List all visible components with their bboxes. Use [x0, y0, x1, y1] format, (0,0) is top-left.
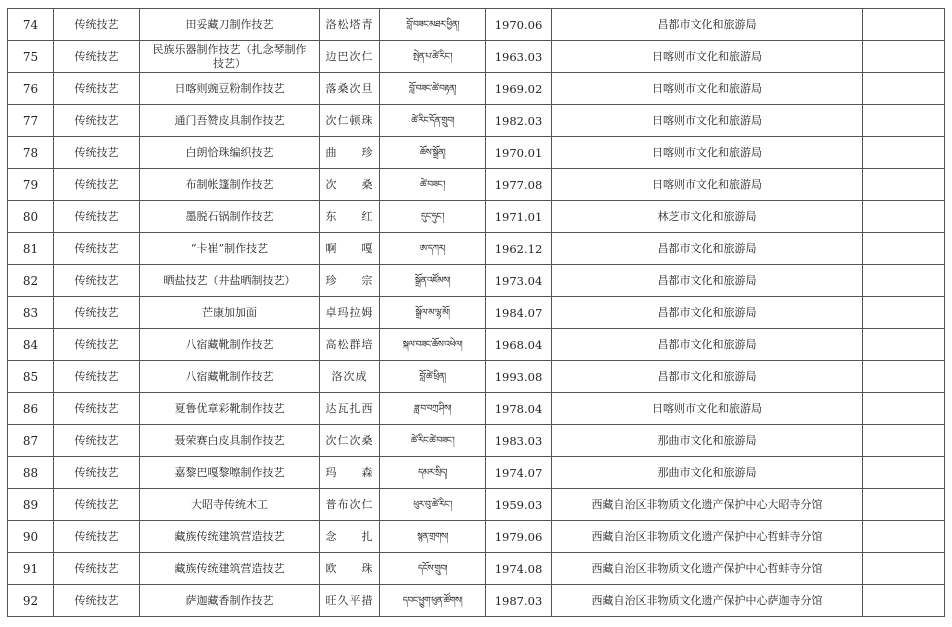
- craft-name-cell: 藏族传统建筑营造技艺: [140, 521, 320, 553]
- table-row: [8, 393, 945, 425]
- craft-name-cell: 八宿藏靴制作技艺: [140, 361, 320, 393]
- craft-name-cell: 通门吾赞皮具制作技艺: [140, 105, 320, 137]
- inheritor-name-cell: 高松群培: [320, 329, 380, 361]
- birth-date-cell: 1993.08: [486, 361, 552, 393]
- recommending-unit-cell: 林芝市文化和旅游局: [552, 201, 863, 233]
- inheritor-name-cell: 边巴次仁: [320, 41, 380, 73]
- remark-cell: [863, 137, 945, 169]
- birth-date-cell: 1968.04: [486, 329, 552, 361]
- tibetan-name-cell: སྙན་གྲགས།: [380, 521, 486, 553]
- birth-date-cell: 1970.01: [486, 137, 552, 169]
- birth-date-cell: 1979.06: [486, 521, 552, 553]
- remark-cell: [863, 585, 945, 617]
- row-number: 75: [8, 41, 54, 73]
- inheritor-name-cell: 次仁次桑: [320, 425, 380, 457]
- remark-cell: [863, 169, 945, 201]
- birth-date-cell: 1974.08: [486, 553, 552, 585]
- inheritor-name-cell: 曲 珍: [320, 137, 380, 169]
- remark-cell: [863, 489, 945, 521]
- table-row: [8, 233, 945, 265]
- category-cell: 传统技艺: [54, 297, 140, 329]
- inheritor-name-cell: 珍 宗: [320, 265, 380, 297]
- row-number: 86: [8, 393, 54, 425]
- table-row: [8, 137, 945, 169]
- inheritor-name-cell: 旺久平措: [320, 585, 380, 617]
- category-cell: 传统技艺: [54, 361, 140, 393]
- craft-name-cell: 聂荣赛白皮具制作技艺: [140, 425, 320, 457]
- remark-cell: [863, 521, 945, 553]
- tibetan-name-cell: སྒྲོན་འཛོམས།: [380, 265, 486, 297]
- tibetan-name-cell: དམར་སྲིད།: [380, 457, 486, 489]
- category-cell: 传统技艺: [54, 105, 140, 137]
- recommending-unit-cell: 那曲市文化和旅游局: [552, 457, 863, 489]
- row-number: 88: [8, 457, 54, 489]
- recommending-unit-cell: 昌都市文化和旅游局: [552, 9, 863, 41]
- craft-name-cell: 日喀则豌豆粉制作技艺: [140, 73, 320, 105]
- recommending-unit-cell: 西藏自治区非物质文化遗产保护中心大昭寺分馆: [552, 489, 863, 521]
- category-cell: 传统技艺: [54, 425, 140, 457]
- birth-date-cell: 1971.01: [486, 201, 552, 233]
- recommending-unit-cell: 日喀则市文化和旅游局: [552, 393, 863, 425]
- category-cell: 传统技艺: [54, 521, 140, 553]
- craft-name-cell: 藏族传统建筑营造技艺: [140, 553, 320, 585]
- inheritor-name-cell: 次 桑: [320, 169, 380, 201]
- birth-date-cell: 1984.07: [486, 297, 552, 329]
- craft-name-cell: 墨脱石锅制作技艺: [140, 201, 320, 233]
- category-cell: 传统技艺: [54, 553, 140, 585]
- craft-name-cell: 白朗恰珠编织技艺: [140, 137, 320, 169]
- tibetan-name-cell: བློ་ཚེ་ཕྲིན།: [380, 361, 486, 393]
- craft-name-cell: 嘉黎巴嘎黎嚓制作技艺: [140, 457, 320, 489]
- tibetan-name-cell: ཟླ་བ་བཀྲ་ཤིས།: [380, 393, 486, 425]
- remark-cell: [863, 553, 945, 585]
- category-cell: 传统技艺: [54, 265, 140, 297]
- remark-cell: [863, 297, 945, 329]
- birth-date-cell: 1978.04: [486, 393, 552, 425]
- birth-date-cell: 1983.03: [486, 425, 552, 457]
- inheritor-name-cell: 卓玛拉姆: [320, 297, 380, 329]
- table-row: [8, 329, 945, 361]
- category-cell: 传统技艺: [54, 41, 140, 73]
- inheritor-name-cell: 洛松塔青: [320, 9, 380, 41]
- remark-cell: [863, 265, 945, 297]
- recommending-unit-cell: 昌都市文化和旅游局: [552, 233, 863, 265]
- table-row: [8, 585, 945, 617]
- tibetan-name-cell: སྒྲོལ་མ་ལྷ་མོ།: [380, 297, 486, 329]
- craft-name-cell: 芒康加加面: [140, 297, 320, 329]
- row-number: 80: [8, 201, 54, 233]
- table-row: [8, 553, 945, 585]
- inheritor-table: [7, 8, 945, 617]
- inheritor-name-cell: 次仁顿珠: [320, 105, 380, 137]
- craft-name-cell: 晒盐技艺（井盐晒制技艺）: [140, 265, 320, 297]
- tibetan-name-cell: དུང་ཧུང་།: [380, 201, 486, 233]
- craft-name-cell: 民族乐器制作技艺（扎念琴制作技艺）: [140, 41, 320, 73]
- inheritor-name-cell: 达瓦扎西: [320, 393, 380, 425]
- craft-name-cell: 八宿藏靴制作技艺: [140, 329, 320, 361]
- birth-date-cell: 1970.06: [486, 9, 552, 41]
- tibetan-name-cell: ཕུར་བུ་ཚེ་རིང་།: [380, 489, 486, 521]
- category-cell: 传统技艺: [54, 201, 140, 233]
- craft-name-cell: 夏鲁优章彩靴制作技艺: [140, 393, 320, 425]
- row-number: 87: [8, 425, 54, 457]
- row-number: 74: [8, 9, 54, 41]
- row-number: 76: [8, 73, 54, 105]
- craft-name-cell: “卡崔”制作技艺: [140, 233, 320, 265]
- tibetan-name-cell: བློ་བཟང་མཐར་ཕྱིན།: [380, 9, 486, 41]
- row-number: 92: [8, 585, 54, 617]
- birth-date-cell: 1973.04: [486, 265, 552, 297]
- row-number: 79: [8, 169, 54, 201]
- category-cell: 传统技艺: [54, 457, 140, 489]
- row-number: 89: [8, 489, 54, 521]
- birth-date-cell: 1977.08: [486, 169, 552, 201]
- remark-cell: [863, 233, 945, 265]
- craft-name-cell: 田妥藏刀制作技艺: [140, 9, 320, 41]
- craft-name-cell: 大昭寺传统木工: [140, 489, 320, 521]
- remark-cell: [863, 9, 945, 41]
- remark-cell: [863, 425, 945, 457]
- category-cell: 传统技艺: [54, 393, 140, 425]
- birth-date-cell: 1974.07: [486, 457, 552, 489]
- tibetan-name-cell: སྐལ་བཟང་ཆོས་འཕེལ།: [380, 329, 486, 361]
- category-cell: 传统技艺: [54, 329, 140, 361]
- tibetan-name-cell: དངོས་གྲུབ།: [380, 553, 486, 585]
- recommending-unit-cell: 日喀则市文化和旅游局: [552, 105, 863, 137]
- tibetan-name-cell: ཆོས་སྒྲོན།: [380, 137, 486, 169]
- row-number: 81: [8, 233, 54, 265]
- inheritor-name-cell: 啊 嘎: [320, 233, 380, 265]
- remark-cell: [863, 329, 945, 361]
- inheritor-name-cell: 落桑次旦: [320, 73, 380, 105]
- tibetan-name-cell: ཨ་དཀར།: [380, 233, 486, 265]
- recommending-unit-cell: 昌都市文化和旅游局: [552, 297, 863, 329]
- tibetan-name-cell: ཚེ་བཟང་།: [380, 169, 486, 201]
- recommending-unit-cell: 昌都市文化和旅游局: [552, 329, 863, 361]
- row-number: 77: [8, 105, 54, 137]
- table-row: [8, 521, 945, 553]
- table-row: [8, 489, 945, 521]
- craft-name-cell: 布制帐篷制作技艺: [140, 169, 320, 201]
- tibetan-name-cell: དབང་ཕྱུག་ཕུན་ཚོགས།: [380, 585, 486, 617]
- birth-date-cell: 1959.03: [486, 489, 552, 521]
- recommending-unit-cell: 日喀则市文化和旅游局: [552, 169, 863, 201]
- category-cell: 传统技艺: [54, 489, 140, 521]
- table-body: [8, 9, 945, 617]
- tibetan-name-cell: ཚེ་རིང་ཚེ་བཟང་།: [380, 425, 486, 457]
- recommending-unit-cell: 日喀则市文化和旅游局: [552, 73, 863, 105]
- recommending-unit-cell: 西藏自治区非物质文化遗产保护中心萨迦寺分馆: [552, 585, 863, 617]
- table-row: [8, 361, 945, 393]
- table-row: [8, 201, 945, 233]
- table-row: [8, 73, 945, 105]
- recommending-unit-cell: 西藏自治区非物质文化遗产保护中心哲蚌寺分馆: [552, 521, 863, 553]
- remark-cell: [863, 73, 945, 105]
- category-cell: 传统技艺: [54, 137, 140, 169]
- category-cell: 传统技艺: [54, 73, 140, 105]
- inheritor-name-cell: 欧 珠: [320, 553, 380, 585]
- recommending-unit-cell: 日喀则市文化和旅游局: [552, 41, 863, 73]
- recommending-unit-cell: 西藏自治区非物质文化遗产保护中心哲蚌寺分馆: [552, 553, 863, 585]
- category-cell: 传统技艺: [54, 169, 140, 201]
- row-number: 83: [8, 297, 54, 329]
- table-row: [8, 41, 945, 73]
- remark-cell: [863, 105, 945, 137]
- category-cell: 传统技艺: [54, 585, 140, 617]
- row-number: 84: [8, 329, 54, 361]
- craft-name-cell: 萨迦藏香制作技艺: [140, 585, 320, 617]
- remark-cell: [863, 41, 945, 73]
- table-row: [8, 457, 945, 489]
- birth-date-cell: 1987.03: [486, 585, 552, 617]
- tibetan-name-cell: བློ་བཟང་ཚེ་བརྟན།: [380, 73, 486, 105]
- remark-cell: [863, 201, 945, 233]
- remark-cell: [863, 361, 945, 393]
- row-number: 91: [8, 553, 54, 585]
- table-row: [8, 425, 945, 457]
- category-cell: 传统技艺: [54, 233, 140, 265]
- recommending-unit-cell: 日喀则市文化和旅游局: [552, 137, 863, 169]
- table-row: [8, 297, 945, 329]
- table-row: [8, 9, 945, 41]
- table-row: [8, 105, 945, 137]
- table-row: [8, 169, 945, 201]
- remark-cell: [863, 457, 945, 489]
- birth-date-cell: 1969.02: [486, 73, 552, 105]
- table-row: [8, 265, 945, 297]
- inheritor-name-cell: 念 扎: [320, 521, 380, 553]
- birth-date-cell: 1982.03: [486, 105, 552, 137]
- recommending-unit-cell: 那曲市文化和旅游局: [552, 425, 863, 457]
- category-cell: 传统技艺: [54, 9, 140, 41]
- inheritor-name-cell: 东 红: [320, 201, 380, 233]
- inheritor-name-cell: 洛次成: [320, 361, 380, 393]
- remark-cell: [863, 393, 945, 425]
- inheritor-name-cell: 玛 森: [320, 457, 380, 489]
- recommending-unit-cell: 昌都市文化和旅游局: [552, 265, 863, 297]
- row-number: 82: [8, 265, 54, 297]
- tibetan-name-cell: ཚེ་རིང་དོན་གྲུབ།: [380, 105, 486, 137]
- row-number: 78: [8, 137, 54, 169]
- tibetan-name-cell: སྤེན་པ་ཚེ་རིང་།: [380, 41, 486, 73]
- inheritor-name-cell: 普布次仁: [320, 489, 380, 521]
- birth-date-cell: 1963.03: [486, 41, 552, 73]
- row-number: 85: [8, 361, 54, 393]
- row-number: 90: [8, 521, 54, 553]
- birth-date-cell: 1962.12: [486, 233, 552, 265]
- recommending-unit-cell: 昌都市文化和旅游局: [552, 361, 863, 393]
